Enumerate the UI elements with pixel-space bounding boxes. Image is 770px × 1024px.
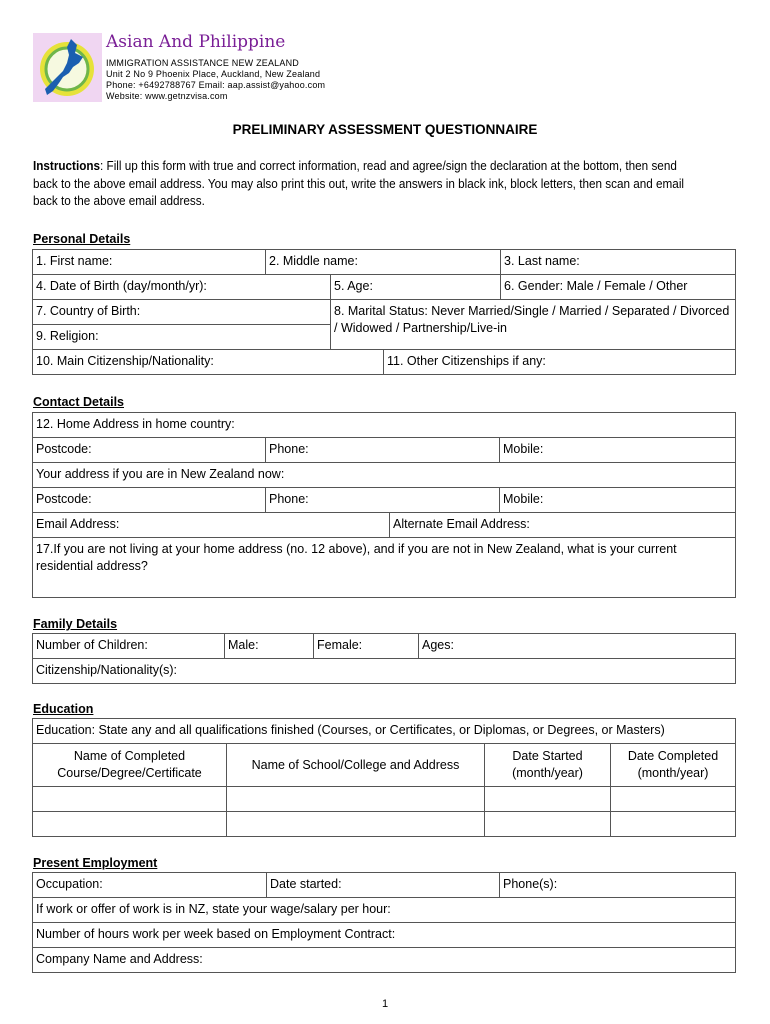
occupation-field[interactable]: Occupation: <box>33 873 267 898</box>
current-address-field[interactable]: 17.If you are not living at your home address (no. 12 above), and if you are not in New Zealand, what is your current residential address? <box>33 538 736 598</box>
instructions-label: Instructions <box>33 159 101 173</box>
employment-heading: Present Employment <box>33 856 158 870</box>
nz-mobile-field[interactable]: Mobile: <box>500 488 736 513</box>
marital-status-field[interactable]: 8. Marital Status: Never Married/Single / Married / Separated / Divorced / Widowed / Partnership/Live-in <box>331 300 736 350</box>
citizenship-field[interactable]: 10. Main Citizenship/Nationality: <box>33 350 384 375</box>
nz-address-field[interactable]: Your address if you are in New Zealand now: <box>33 463 736 488</box>
family-heading: Family Details <box>33 617 118 631</box>
nz-phone-field[interactable]: Phone: <box>266 488 500 513</box>
first-name-field[interactable]: 1. First name: <box>33 250 266 275</box>
employer-phone-field[interactable]: Phone(s): <box>500 873 736 898</box>
education-cell[interactable] <box>485 812 611 837</box>
middle-name-field[interactable]: 2. Middle name: <box>266 250 501 275</box>
date-started-field[interactable]: Date started: <box>267 873 500 898</box>
family-table <box>32 633 736 684</box>
country-of-birth-field[interactable]: 7. Country of Birth: <box>33 300 331 325</box>
brand-name: Asian And Philippine <box>106 32 286 52</box>
alt-email-field[interactable]: Alternate Email Address: <box>390 513 736 538</box>
org-address: Unit 2 No 9 Phoenix Place, Auckland, New Zealand <box>106 69 321 79</box>
contact-table <box>32 412 736 598</box>
instructions-text: : Fill up this form with true and correct information, read and agree/sign the declaration at the bottom, then send back to the above email address. You may also print this out, write the answers in black ink, block letters, then scan and email back to the above email address. <box>33 159 685 209</box>
gender-field[interactable]: 6. Gender: Male / Female / Other <box>501 275 736 300</box>
education-table <box>32 718 736 837</box>
col-date-completed: Date Completed (month/year) <box>611 744 736 787</box>
female-children-field[interactable]: Female: <box>314 634 419 659</box>
religion-field[interactable]: 9. Religion: <box>33 325 331 350</box>
logo <box>33 33 102 102</box>
contact-heading: Contact Details <box>33 395 124 409</box>
education-heading: Education <box>33 702 94 716</box>
education-cell[interactable] <box>33 812 227 837</box>
col-school-name: Name of School/College and Address <box>227 744 485 787</box>
home-postcode-field[interactable]: Postcode: <box>33 438 266 463</box>
education-cell[interactable] <box>33 787 227 812</box>
dob-field[interactable]: 4. Date of Birth (day/month/yr): <box>33 275 331 300</box>
children-ages-field[interactable]: Ages: <box>419 634 736 659</box>
org-contact: Phone: +6492788767 Email: aap.assist@yahoo.com <box>106 80 326 90</box>
age-field[interactable]: 5. Age: <box>331 275 501 300</box>
page-number: 1 <box>381 998 389 1010</box>
education-statement: Education: State any and all qualifications finished (Courses, or Certificates, or Diplomas, or Degrees, or Masters) <box>33 719 736 744</box>
col-date-started: Date Started (month/year) <box>485 744 611 787</box>
education-cell[interactable] <box>227 787 485 812</box>
education-cell[interactable] <box>485 787 611 812</box>
nz-postcode-field[interactable]: Postcode: <box>33 488 266 513</box>
personal-heading: Personal Details <box>33 232 131 246</box>
home-mobile-field[interactable]: Mobile: <box>500 438 736 463</box>
hours-field[interactable]: Number of hours work per week based on Employment Contract: <box>33 923 736 948</box>
education-cell[interactable] <box>611 812 736 837</box>
other-citizenship-field[interactable]: 11. Other Citizenships if any: <box>384 350 736 375</box>
org-name: IMMIGRATION ASSISTANCE NEW ZEALAND <box>106 58 299 68</box>
page-title: PRELIMINARY ASSESSMENT QUESTIONNAIRE <box>232 122 538 137</box>
home-phone-field[interactable]: Phone: <box>266 438 500 463</box>
instructions <box>33 158 689 211</box>
employment-table <box>32 872 736 973</box>
education-cell[interactable] <box>227 812 485 837</box>
last-name-field[interactable]: 3. Last name: <box>501 250 736 275</box>
col-course-name: Name of Completed Course/Degree/Certificate <box>33 744 227 787</box>
children-count-field[interactable]: Number of Children: <box>33 634 225 659</box>
education-cell[interactable] <box>611 787 736 812</box>
company-field[interactable]: Company Name and Address: <box>33 948 736 973</box>
personal-table <box>32 249 736 375</box>
male-children-field[interactable]: Male: <box>225 634 314 659</box>
nz-map-logo-icon <box>33 33 102 102</box>
children-citizenship-field[interactable]: Citizenship/Nationality(s): <box>33 659 736 684</box>
org-website: Website: www.getnzvisa.com <box>106 91 228 101</box>
home-address-field[interactable]: 12. Home Address in home country: <box>33 413 736 438</box>
email-field[interactable]: Email Address: <box>33 513 390 538</box>
wage-field[interactable]: If work or offer of work is in NZ, state your wage/salary per hour: <box>33 898 736 923</box>
